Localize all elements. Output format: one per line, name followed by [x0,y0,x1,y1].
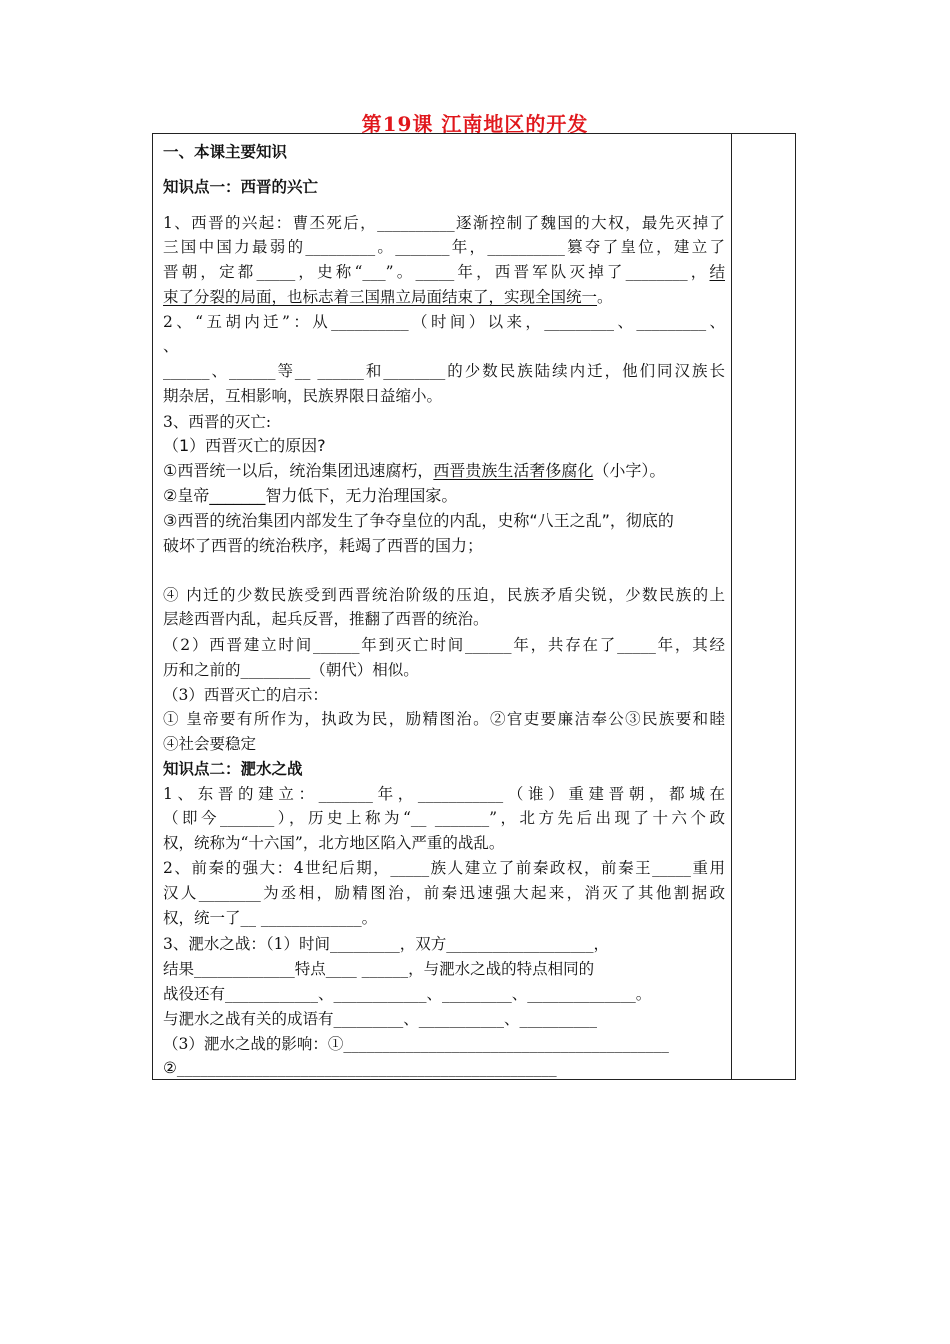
text-line: 历和之前的_________（朝代）相似。 [163,661,419,679]
text-line: 结果_____________特点____ ______，与淝水之战的特点相同的 [163,960,595,978]
text-line: 期杂居，互相影响，民族界限日益缩小。 [163,387,443,405]
text-line: 2、“五胡内迁”：从__________（时间）以来，_________、_________、 [163,313,725,331]
text-line: ④社会要稳定 [163,735,257,753]
text-line: （3）淝水之战的影响：①__________________________________________ [163,1035,669,1053]
text-line: （3）西晋灭亡的启示： [163,686,328,704]
text-line: 战役还有____________、____________、_________、______________。 [163,985,652,1003]
text-line: 、 [163,337,179,355]
text-line: ②皇帝_______智力低下，无力治理国家。 [163,486,458,505]
page-title: 第19课 江南地区的开发 [361,112,589,136]
text-line: 1、西晋的兴起：曹丕死后，__________逐渐控制了魏国的大权，最先灭掉了 [163,214,725,232]
knowledge-point-2-heading: 知识点二：淝水之战 [163,760,303,778]
text-line: （即今_______），历史上称为“__ _______”，北方先后出现了十六个政 [163,809,725,827]
text-line: 束了分裂的局面，也标志着三国鼎立局面结束了，实现全国统一。 [163,288,613,306]
text-line: 权，统一了__ _____________。 [163,909,378,927]
text-line: ②_________________________________________________ [163,1059,557,1077]
text-line: 3、西晋的灭亡: [163,413,272,431]
text-line: 汉人________为丞相，励精图治，前秦迅速强大起来，消灭了其他割据政 [163,884,725,902]
text-line: 2、前秦的强大：4世纪后期，_____族人建立了前秦政权，前秦王_____重用 [163,859,725,877]
text-line: 晋朝，定都_____，史称“___”。_____年，西晋军队灭掉了________，结 [163,263,725,281]
section-heading: 一、本课主要知识 [163,143,288,161]
text-line: ______、______等__ ______和________的少数民族陆续内迁，他们同汉族长 [163,362,725,380]
text-line: ①西晋统一以后，统治集团迅速腐朽，西晋贵族生活奢侈腐化（小字）。 [163,461,666,480]
text-line: 与淝水之战有关的成语有_________、___________、__________ [163,1010,598,1028]
text-line: ③西晋的统治集团内部发生了争夺皇位的内乱，史称“八王之乱”，彻底的 [163,511,674,530]
text-line: 三国中国力最弱的_________。_______年，__________篡夺了皇位，建立了 [163,238,725,256]
text-line: ④ 内迁的少数民族受到西晋统治阶级的压迫，民族矛盾尖锐，少数民族的上 [163,586,725,604]
text-line: ① 皇帝要有所作为，执政为民，励精图治。②官吏要廉洁奉公③民族要和睦 [163,710,725,728]
text-line: 3、淝水之战：（1）时间_________，双方___________________， [163,935,609,953]
text-line: 层趁西晋内乱，起兵反晋，推翻了西晋的统治。 [163,610,489,628]
text-line: 1、东晋的建立：_______年，___________（谁）重建晋朝，都城在 [163,785,725,803]
text-line: （1）西晋灭亡的原因? [163,436,326,455]
knowledge-point-1-heading: 知识点一：西晋的兴亡 [163,178,319,196]
notes-column-divider [731,133,732,1080]
text-line: 破坏了西晋的统治秩序，耗竭了西晋的国力； [163,536,484,555]
text-line: 权，统称为“十六国”，北方地区陷入严重的战乱。 [163,834,505,852]
text-line: （2）西晋建立时间______年到灭亡时间______年，共存在了_____年，其经 [163,636,725,654]
